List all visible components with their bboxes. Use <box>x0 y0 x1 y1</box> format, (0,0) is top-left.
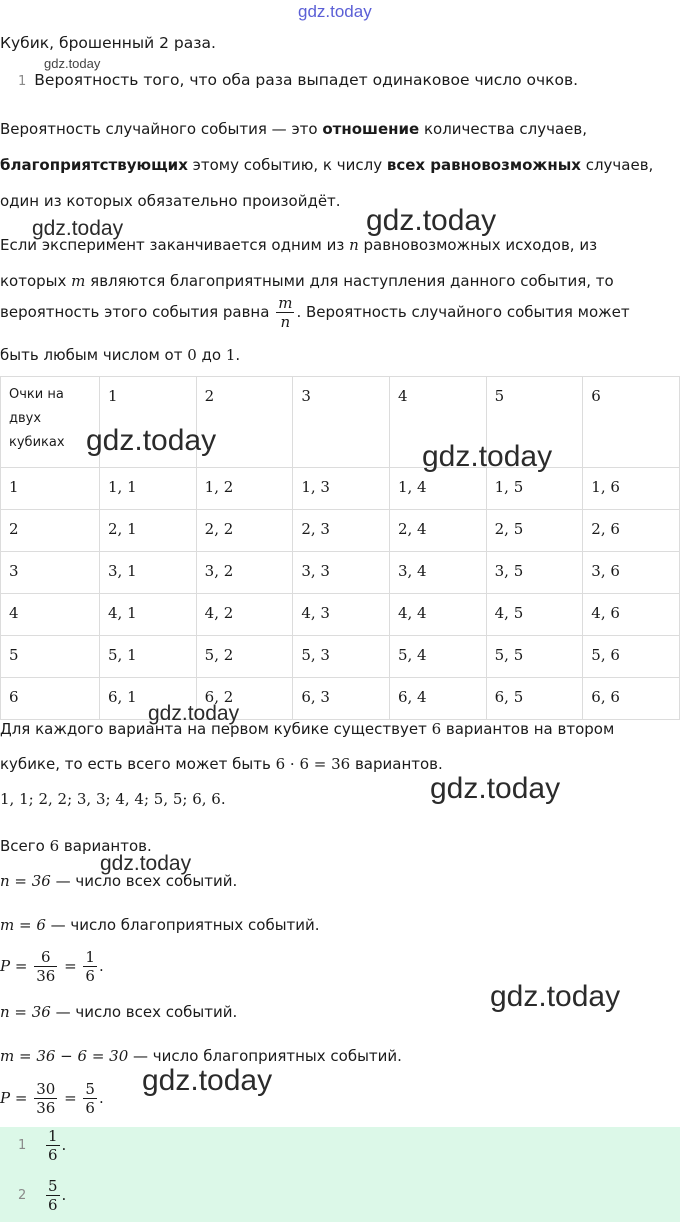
watermark: gdz.today <box>430 772 561 805</box>
table-row <box>1 468 680 510</box>
table-cell: 1, 3 <box>293 468 390 510</box>
watermark: gdz.today <box>422 440 553 473</box>
denominator: 6 <box>85 1099 95 1117</box>
table-cell: 2, 5 <box>486 510 583 552</box>
text: этому событию, к числу <box>187 156 387 174</box>
table-cell: 2, 3 <box>293 510 390 552</box>
text: — число всех событий. <box>50 872 238 890</box>
watermark: gdz.today <box>32 217 124 240</box>
header-cell: 6 <box>583 377 680 468</box>
bold-term: всех равновозможных <box>386 156 581 174</box>
table-cell: 5 <box>1 636 100 678</box>
theory-line-3: один из которых обязательно произойдёт. <box>0 192 341 210</box>
numerator: 5 <box>85 1080 95 1098</box>
header-cell: 5 <box>486 377 583 468</box>
header-cell: Очки на двух кубиках <box>1 377 100 468</box>
theory-line-1 <box>0 120 587 138</box>
theory-line-2 <box>0 156 653 174</box>
table-row <box>1 678 680 720</box>
answer-index: 1 <box>18 1138 27 1153</box>
text: которых <box>0 272 72 290</box>
table-cell: 5, 4 <box>389 636 486 678</box>
table-cell: 4, 3 <box>293 594 390 636</box>
solution-line-9 <box>0 1047 402 1065</box>
table-cell: 5, 5 <box>486 636 583 678</box>
table-cell: 2, 4 <box>389 510 486 552</box>
watermark: gdz.today <box>44 56 101 71</box>
table-row <box>1 636 680 678</box>
fraction <box>83 948 97 985</box>
numerator: 5 <box>48 1177 58 1195</box>
theory-line-6 <box>0 294 630 331</box>
fraction-m-over-n <box>276 294 294 331</box>
watermark: gdz.today <box>148 702 240 725</box>
theory-line-4 <box>0 236 597 254</box>
table-cell: 2 <box>1 510 100 552</box>
table-cell: 4, 2 <box>196 594 293 636</box>
table-cell: 1, 5 <box>486 468 583 510</box>
table-row <box>1 510 680 552</box>
text: вариантов. <box>350 755 443 773</box>
text: Всего <box>0 837 50 855</box>
text: . <box>98 1089 104 1107</box>
watermark: gdz.today <box>490 980 621 1013</box>
table-cell: 5, 2 <box>196 636 293 678</box>
text: Если эксперимент заканчивается одним из <box>0 236 350 254</box>
watermark: gdz.today <box>100 852 192 875</box>
answer-fraction <box>46 1177 60 1214</box>
table-cell: 5, 6 <box>583 636 680 678</box>
table-cell: 3, 6 <box>583 552 680 594</box>
watermark: gdz.today <box>366 204 497 237</box>
solution-line-1 <box>0 720 614 738</box>
text: случаев, <box>580 156 654 174</box>
table-cell: 4, 4 <box>389 594 486 636</box>
header-cell: 1 <box>100 377 197 468</box>
table-cell: 4, 6 <box>583 594 680 636</box>
table-cell: 2, 6 <box>583 510 680 552</box>
task-question <box>0 71 578 89</box>
number: 0 <box>187 346 197 364</box>
table-cell: 3, 2 <box>196 552 293 594</box>
solution-line-4 <box>0 837 152 855</box>
theory-line-5 <box>0 272 614 290</box>
fraction <box>83 1080 97 1117</box>
table-cell: 6, 5 <box>486 678 583 720</box>
text: Для каждого варианта на первом кубике существует <box>0 720 432 738</box>
table-cell: 3, 4 <box>389 552 486 594</box>
math-expression: n = 36 <box>0 872 51 890</box>
text: — число благоприятных событий. <box>45 916 320 934</box>
table-cell: 5, 1 <box>100 636 197 678</box>
number: 6 <box>49 837 60 855</box>
denominator: 36 <box>36 1099 56 1117</box>
table-cell: 1 <box>1 468 100 510</box>
text: вариантов. <box>59 837 152 855</box>
table-cell: 3 <box>1 552 100 594</box>
fraction <box>34 1080 57 1117</box>
table-cell: 6 <box>1 678 100 720</box>
math-expression: P = <box>0 1089 33 1107</box>
text: вариантов на втором <box>441 720 615 738</box>
watermark-top: gdz.today <box>298 2 372 21</box>
fraction <box>34 948 57 985</box>
watermark: gdz.today <box>142 1064 273 1097</box>
question-text: Вероятность того, что оба раза выпадет одинаковое число очков. <box>34 71 579 89</box>
table-cell: 3, 3 <box>293 552 390 594</box>
equals-sign: = <box>59 1089 82 1107</box>
table-cell: 4, 1 <box>100 594 197 636</box>
equals-sign: = <box>59 957 82 975</box>
number: 6 <box>431 720 442 738</box>
watermark: gdz.today <box>86 424 217 457</box>
solution-line-6 <box>0 916 320 934</box>
denominator: 36 <box>36 967 56 985</box>
bold-term: отношение <box>322 120 420 138</box>
numerator: 6 <box>40 948 51 966</box>
text: . <box>61 1136 67 1154</box>
text: . <box>235 346 241 364</box>
var-n: n <box>349 236 359 254</box>
table-cell: 1, 6 <box>583 468 680 510</box>
question-index: 1 <box>18 74 27 89</box>
text: являются благоприятными для наступления данного события, то <box>85 272 614 290</box>
numerator: 30 <box>36 1080 56 1098</box>
numerator: 1 <box>85 948 95 966</box>
table-cell: 2, 2 <box>196 510 293 552</box>
solution-line-5 <box>0 872 237 890</box>
text: — число благоприятных событий. <box>128 1047 402 1065</box>
text: быть любым числом от <box>0 346 188 364</box>
table-cell: 3, 1 <box>100 552 197 594</box>
text: . <box>98 957 104 975</box>
answer-item <box>18 1177 66 1214</box>
task-title: Кубик, брошенный 2 раза. <box>0 34 216 52</box>
theory-line-7 <box>0 346 240 364</box>
numerator: m <box>278 294 293 312</box>
math-expression: P = <box>0 957 33 975</box>
denominator: 6 <box>85 967 95 985</box>
text: до <box>196 346 226 364</box>
table-cell: 4 <box>1 594 100 636</box>
bold-term: благоприятствующих <box>0 156 188 174</box>
header-cell: 3 <box>293 377 390 468</box>
numerator: 1 <box>48 1127 58 1145</box>
table-row <box>1 594 680 636</box>
table-cell: 3, 5 <box>486 552 583 594</box>
table-row <box>1 552 680 594</box>
math-expression: n = 36 <box>0 1003 51 1021</box>
denominator: 6 <box>48 1196 58 1214</box>
answers-panel <box>0 1127 680 1222</box>
number: 1 <box>225 346 236 364</box>
text: . <box>61 1186 67 1204</box>
favorable-outcomes: 1, 1; 2, 2; 3, 3; 4, 4; 5, 5; 6, 6. <box>0 790 226 808</box>
solution-line-8 <box>0 1003 237 1021</box>
text: равновозможных исходов, из <box>358 236 598 254</box>
table-cell: 6, 3 <box>293 678 390 720</box>
solution-probability-2 <box>0 1080 104 1117</box>
table-cell: 1, 2 <box>196 468 293 510</box>
table-cell: 6, 6 <box>583 678 680 720</box>
table-cell: 6, 2 <box>196 678 293 720</box>
header-cell: 4 <box>389 377 486 468</box>
answer-item <box>18 1127 66 1164</box>
table-cell: 6, 4 <box>389 678 486 720</box>
header-cell: 2 <box>196 377 293 468</box>
table-cell: 6, 1 <box>100 678 197 720</box>
text: кубике, то есть всего может быть <box>0 755 276 773</box>
table-cell: 1, 1 <box>100 468 197 510</box>
answer-fraction <box>46 1127 60 1164</box>
math-expression: m = 6 <box>0 916 46 934</box>
math-expression: 6 · 6 = 36 <box>275 755 351 773</box>
text: Вероятность случайного события — это <box>0 120 323 138</box>
text: вероятность этого события равна <box>0 303 275 321</box>
solution-line-2 <box>0 755 443 773</box>
var-m: m <box>71 272 86 290</box>
table-cell: 2, 1 <box>100 510 197 552</box>
math-expression: m = 36 − 6 = 30 <box>0 1047 129 1065</box>
table-cell: 1, 4 <box>389 468 486 510</box>
table-cell: 5, 3 <box>293 636 390 678</box>
text: . Вероятность случайного события может <box>296 303 630 321</box>
solution-probability-1 <box>0 948 104 985</box>
denominator: 6 <box>48 1146 58 1164</box>
answer-index: 2 <box>18 1188 27 1203</box>
denominator: n <box>276 312 294 331</box>
text: — число всех событий. <box>50 1003 238 1021</box>
table-cell: 4, 5 <box>486 594 583 636</box>
text: количества случаев, <box>419 120 588 138</box>
